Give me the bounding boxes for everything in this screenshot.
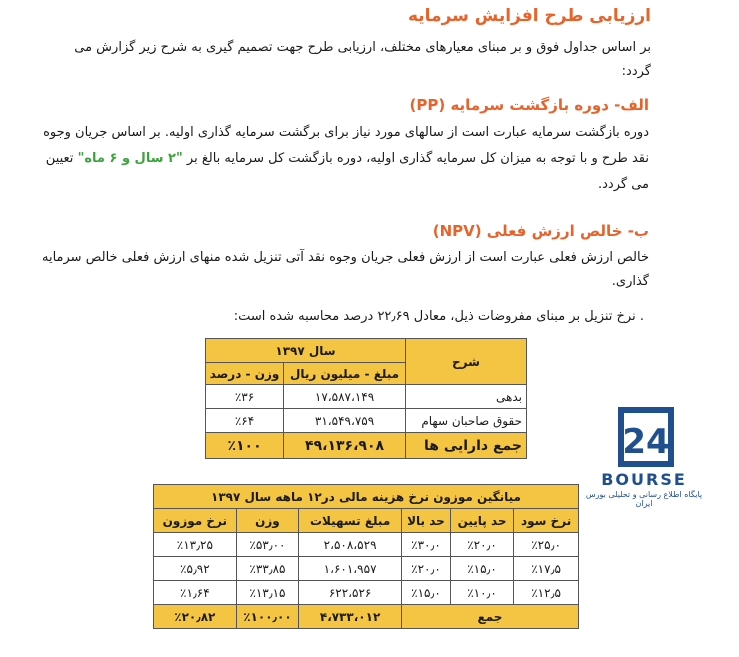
pp-tail: تعیین می گردد. xyxy=(45,151,649,192)
header-profit-rate: نرخ سود xyxy=(514,509,579,533)
total-row: جمع ۴،۷۳۳،۰۱۲ ٪۱۰۰٫۰۰ ٪۲۰٫۸۲ xyxy=(154,605,579,629)
table-row: ٪۱۲٫۵ ٪۱۰٫۰ ٪۱۵٫۰ ۶۲۲،۵۲۶ ٪۱۳٫۱۵ ٪۱٫۶۴ xyxy=(154,581,579,605)
svg-text:24: 24 xyxy=(622,422,670,462)
header-upper-limit: حد بالا xyxy=(402,509,451,533)
table-row: ٪۱۷٫۵ ٪۱۵٫۰ ٪۲۰٫۰ ۱،۶۰۱،۹۵۷ ٪۳۳٫۸۵ ٪۵٫۹۲ xyxy=(154,557,579,581)
pp-highlight: "۲ سال و ۶ ماه" xyxy=(77,151,183,166)
table2-title: میانگین موزون نرخ هزینه مالی در۱۲ ماهه سال ۱۳۹۷ xyxy=(154,485,579,509)
header-loan-amount: مبلغ تسهیلات xyxy=(299,509,402,533)
npv-paragraph: خالص ارزش فعلی عبارت است از ارزش فعلی جریان وجوه نقد آتی تنزیل شده منهای ارزش فعلی خالص سرمایه گذاری. xyxy=(41,250,649,289)
logo-tagline: پایگاه اطلاع رسانی و تحلیلی بورس ایران xyxy=(585,490,703,508)
pp-text: دوره بازگشت سرمایه عبارت است از سالهای مورد نیاز برای برگشت سرمایه گذاری اولیه. بر اساس جریان وجوه نقد طرح و با توجه به میزان کل سرمایه گذاری اولیه، دوره بازگشت کل سرمایه بالغ بر xyxy=(43,125,649,166)
npv-heading: ب- خالص ارزش فعلی (NPV) xyxy=(432,222,649,240)
section-title: ارزیابی طرح افزایش سرمایه xyxy=(407,6,651,26)
total-row: جمع دارایی ها ۴۹،۱۳۶،۹۰۸ ٪۱۰۰ xyxy=(206,433,527,459)
col-weight-header: وزن - درصد xyxy=(206,363,284,385)
logo-name: BOURSE xyxy=(601,470,687,489)
finance-cost-table xyxy=(153,484,579,629)
pp-paragraph xyxy=(39,120,649,198)
logo-mark-icon xyxy=(578,405,708,475)
col-desc-header: شرح xyxy=(406,339,527,385)
capital-structure-table xyxy=(205,338,527,459)
intro-paragraph: بر اساس جداول فوق و بر مبنای معیارهای مختلف، ارزیابی طرح جهت تصمیم گیری به شرح زیر گزارش می گردد: xyxy=(74,40,651,79)
header-lower-limit: حد پایین xyxy=(450,509,513,533)
pp-heading: الف- دوره بازگشت سرمایه (PP) xyxy=(409,96,649,114)
col-amount-header: مبلغ - میلیون ریال xyxy=(284,363,406,385)
header-weight: وزن xyxy=(236,509,299,533)
table-row: ٪۲۵٫۰ ٪۲۰٫۰ ٪۳۰٫۰ ۲،۵۰۸،۵۲۹ ٪۵۳٫۰۰ ٪۱۳٫۲۵ xyxy=(154,533,579,557)
table-row: حقوق صاحبان سهام ۳۱،۵۴۹،۷۵۹ ٪۶۴ xyxy=(206,409,527,433)
rate-sentence: . نرخ تنزیل بر مبنای مفروضات ذیل، معادل ۲۲٫۶۹ درصد محاسبه شده است: xyxy=(233,309,644,324)
table-row: بدهی ۱۷،۵۸۷،۱۴۹ ٪۳۶ xyxy=(206,385,527,409)
year-header: سال ۱۳۹۷ xyxy=(206,339,406,363)
header-weighted-rate: نرخ موزون xyxy=(154,509,237,533)
